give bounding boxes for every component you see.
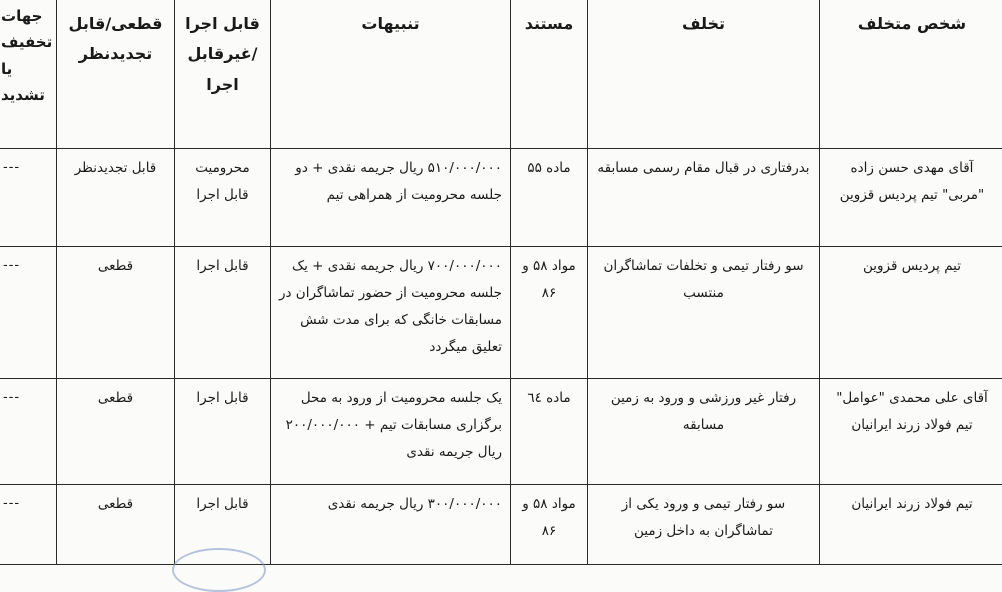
cell-basis: مواد ۵۸ و ۸۶ (511, 247, 588, 379)
cell-violation: سو رفتار تیمی و تخلفات تماشاگران منتسب (588, 247, 820, 379)
header-basis: مستند (511, 0, 588, 149)
cell-finality: قطعی (57, 247, 175, 379)
header-violation: تخلف (588, 0, 820, 149)
cell-enforceability: محرومیت قابل اجرا (175, 149, 271, 247)
cell-violation: رفتار غیر ورزشی و ورود به زمین مسابقه (588, 379, 820, 485)
cell-penalties: یک جلسه محرومیت از ورود به محل برگزاری مسابقات تیم + ۲۰۰/۰۰۰/۰۰۰ ریال جریمه نقدی (271, 379, 511, 485)
table-row (0, 485, 1002, 565)
cell-finality: قابل تجدیدنظر (57, 149, 175, 247)
cell-enforceability: قابل اجرا (175, 379, 271, 485)
cell-offender: تیم پردیس قزوین (820, 247, 1002, 379)
cell-penalties: ۳۰۰/۰۰۰/۰۰۰ ریال جریمه نقدی (271, 485, 511, 565)
header-penalties: تنبیهات (271, 0, 511, 149)
header-aggravation: جهات تخفیف یا تشدید (0, 0, 57, 149)
cell-finality: قطعی (57, 379, 175, 485)
cell-violation: سو رفتار تیمی و ورود یکی از تماشاگران به داخل زمین (588, 485, 820, 565)
cell-enforceability: قابل اجرا (175, 485, 271, 565)
table-row (0, 379, 1002, 485)
cell-penalties: ۷۰۰/۰۰۰/۰۰۰ ریال جریمه نقدی + یک جلسه محرومیت از حضور تماشاگران در مسابقات خانگی که برای مدت شش تعلیق میگردد (271, 247, 511, 379)
cell-aggravation: --- (0, 149, 57, 247)
table-row (0, 247, 1002, 379)
header-finality: قطعی/قابل تجدیدنظر (57, 0, 175, 149)
cell-offender: آقای علی محمدی "عوامل" تیم فولاد زرند ایرانیان (820, 379, 1002, 485)
header-enforceability: قابل اجرا /غیرقابل اجرا (175, 0, 271, 149)
cell-basis: ماده ٦٤ (511, 379, 588, 485)
cell-offender: تیم فولاد زرند ایرانیان (820, 485, 1002, 565)
header-offender: شخص متخلف (820, 0, 1002, 149)
cell-aggravation: --- (0, 379, 57, 485)
cell-violation: بدرفتاری در قبال مقام رسمی مسابقه (588, 149, 820, 247)
cell-basis: ماده ۵۵ (511, 149, 588, 247)
official-stamp (172, 548, 266, 592)
header-row (0, 0, 1002, 149)
cell-aggravation: --- (0, 485, 57, 565)
table-row (0, 149, 1002, 247)
cell-finality: قطعی (57, 485, 175, 565)
cell-basis: مواد ۵۸ و ۸۶ (511, 485, 588, 565)
cell-penalties: ۵۱۰/۰۰۰/۰۰۰ ریال جریمه نقدی + دو جلسه محرومیت از همراهی تیم (271, 149, 511, 247)
cell-aggravation: --- (0, 247, 57, 379)
cell-enforceability: قابل اجرا (175, 247, 271, 379)
cell-offender: آقای مهدی حسن زاده "مربی" تیم پردیس قزوین (820, 149, 1002, 247)
